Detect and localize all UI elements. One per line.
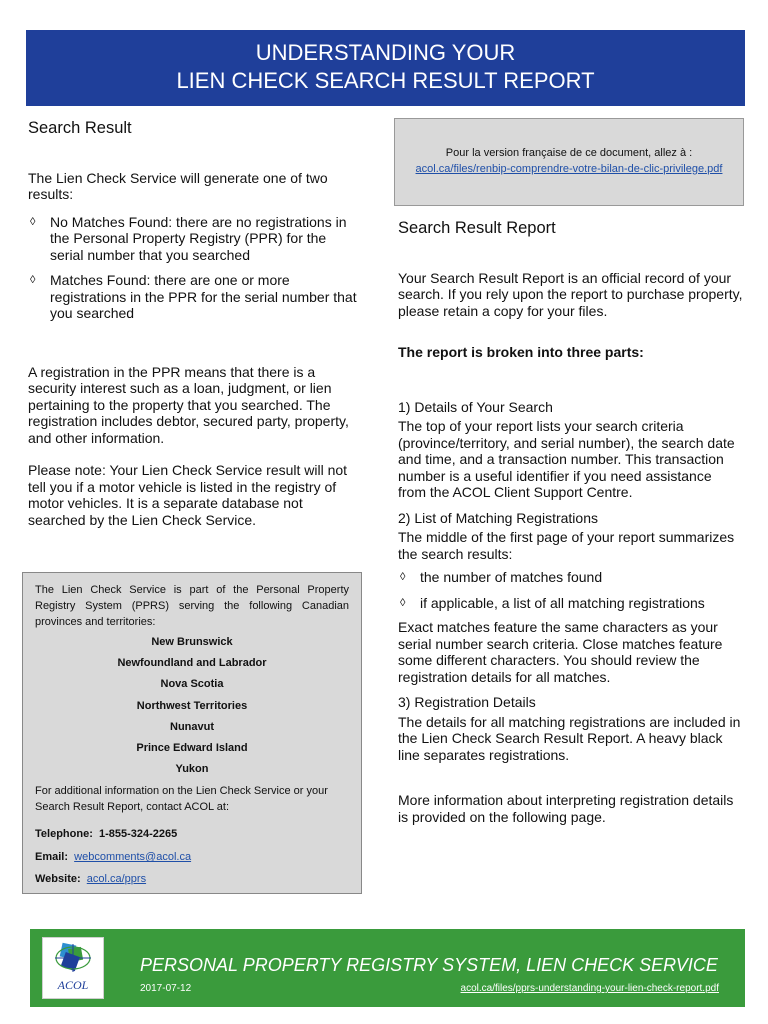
header-title-line1: UNDERSTANDING YOUR [255,40,516,65]
logo-text: ACOL [57,978,89,992]
diamond-bullet-icon: ◊ [30,274,36,286]
province-item: Northwest Territories [136,699,248,712]
province-item: Nunavut [170,720,214,733]
email-line [35,849,349,865]
left-column [28,120,358,528]
list-item: ◊ Matches Found: there are one or more registrations in the PPR for the serial number that you searched [30,272,357,321]
footer-document-link[interactable]: acol.ca/files/pprs-understanding-your-lien-check-report.pdf [460,983,719,994]
province-item: Nova Scotia [160,678,224,691]
info-intro: The Lien Check Service is part of the Personal Property Registry System (PPRS) serving the following Canadian provinces and territories: [35,584,349,628]
pprs-info-box [22,572,362,894]
intro-text: The Lien Check Service will generate one of two results: [28,169,328,202]
search-result-report-heading: Search Result Report [398,219,556,237]
part2-heading: 2) List of Matching Registrations [398,509,598,526]
email-label: Email: [35,851,69,864]
diamond-bullet-icon: ◊ [400,571,406,583]
closing-text: More information about interpreting registration details is provided on the following page. [398,792,734,825]
phone-label: Telephone: [35,828,93,841]
province-item: Prince Edward Island [136,742,248,755]
contact-intro: For additional information on the Lien Check Service or your Search Result Report, contact ACOL at: [35,785,328,814]
right-column [398,220,743,825]
page-footer [30,929,745,1007]
diamond-bullet-icon: ◊ [30,215,36,228]
phone-number: 1-855-324-2265 [98,828,178,841]
parts-intro: The report is broken into three parts: [398,344,644,360]
website-line [35,871,349,887]
footer-title: PERSONAL PROPERTY REGISTRY SYSTEM, LIEN CHECK SERVICE [140,955,718,975]
page-header [26,30,745,106]
header-title-line2: LIEN CHECK SEARCH RESULT REPORT [176,68,595,93]
french-version-box [394,118,744,206]
note-paragraph: Please note: Your Lien Check Service result will not tell you if a motor vehicle is listed in the registry of motor vehicles. It is a separate database not searched by the Lien Check Service. [28,462,348,528]
province-item: Yukon [175,763,209,776]
acol-logo [42,937,104,999]
french-text: Pour la version française de ce document, allez à : [445,147,693,159]
registration-paragraph: A registration in the PPR means that there is a security interest such as a loan, judgment, or lien pertaining to the property that you searched. The registration includes debtor, secured party, property, and other information. [28,363,349,446]
email-link[interactable]: webcomments@acol.ca [74,851,192,864]
part2-text2: Exact matches feature the same characters as your serial number search criteria. Close matches feature some different characters. You should review the registration details for all matches. [398,619,723,685]
province-item: Newfoundland and Labrador [117,657,267,670]
phone-line [35,826,349,842]
report-intro: Your Search Result Report is an official record of your search. If you rely upon the report to purchase property, please retain a copy for your files. [398,269,743,319]
part2-list [398,569,743,611]
part1-text: The top of your report lists your search criteria (province/territory, and serial number), the search date and time, and a transaction number. This transaction number is a useful identifier if you need assistance from the ACOL Client Support Centre. [398,418,735,500]
province-item: New Brunswick [151,636,233,648]
part3-text: The details for all matching registrations are included in the Lien Check Search Result Report. A heavy black line separates registrations. [398,713,741,763]
diamond-bullet-icon: ◊ [400,596,406,609]
french-version-link[interactable]: acol.ca/files/renbip-comprendre-votre-bilan-de-clic-privilege.pdf [415,163,723,175]
part3-heading: 3) Registration Details [398,694,536,710]
website-link[interactable]: acol.ca/pprs [86,873,147,886]
list-item: ◊ if applicable, a list of all matching registrations [400,594,705,611]
results-list [28,214,358,322]
part1-heading: 1) Details of Your Search [398,398,553,415]
province-list [35,632,349,780]
website-label: Website: [35,873,81,886]
list-item: ◊ the number of matches found [400,569,603,585]
part2-text: The middle of the first page of your report summarizes the search results: [398,529,735,562]
list-item: ◊ No Matches Found: there are no registrations in the Personal Property Registry (PPR) for the serial number that you searched [30,213,347,263]
search-result-heading: Search Result [28,119,132,137]
footer-date: 2017-07-12 [140,983,192,994]
